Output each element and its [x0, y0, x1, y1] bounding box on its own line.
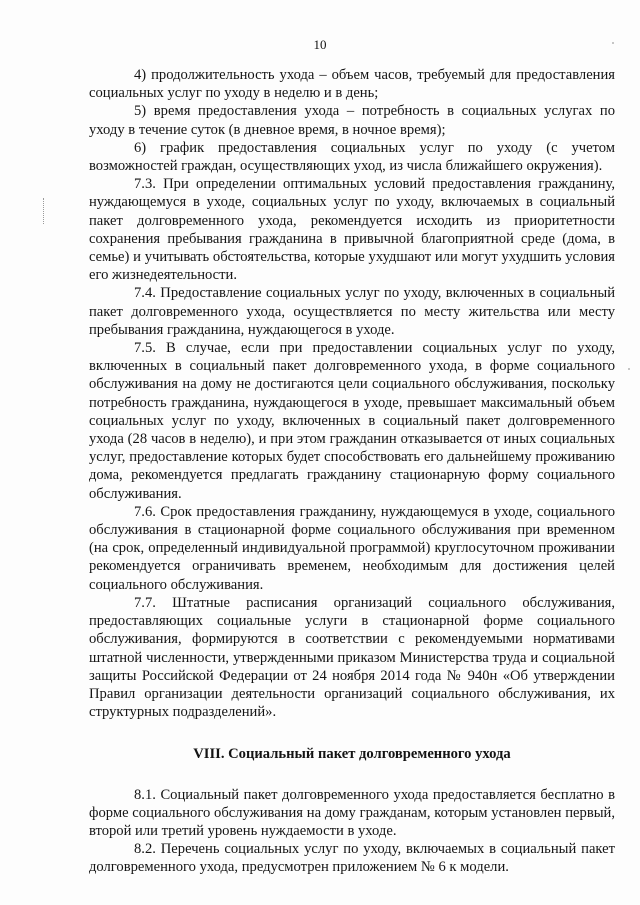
- paragraph-7-7: 7.7. Штатные расписания организаций социального обслуживания, предоставляющих социальные услуги в стационарной форме социального обслуживания, формируются в соответствии с рекомендуемыми нормативами штатной численности, утвержденными приказом Министерства труда и социальной защиты Российской Федерации от 24 ноября 2014 года № 940н «Об утверждении Правил организации деятельности организаций социального обслуживания, их структурных подразделений».: [89, 594, 615, 721]
- paragraph-7-4: 7.4. Предоставление социальных услуг по уходу, включенных в социальный пакет долговременного ухода, осуществляется по месту жительства или месту пребывания гражданина, нуждающегося в уходе.: [89, 285, 615, 338]
- paragraph-item-5: 5) время предоставления ухода – потребность в социальных услугах по уходу в течение суток (в дневное время, в ночное время);: [89, 103, 615, 138]
- paragraph-7-5: 7.5. В случае, если при предоставлении социальных услуг по уходу, включенных в социальный пакет долговременного ухода, в форме социального обслуживания на дому не достигаются цели социального обслуживания, поскольку потребность гражданина, нуждающегося в уходе, превышает максимальный объем социальных услуг по уходу, включенных в социальный пакет долговременного ухода (28 часов в неделю), и при этом гражданин отказывается от иных социальных услуг, предоставление которых будет способствовать его дальнейшему проживанию дома, рекомендуется предлагать гражданину стационарную форму социального обслуживания.: [89, 340, 615, 502]
- paragraph-8-2: 8.2. Перечень социальных услуг по уходу, включаемых в социальный пакет долговременного ухода, предусмотрен приложением № 6 к модели.: [89, 841, 615, 876]
- paragraph-8-1: 8.1. Социальный пакет долговременного ухода предоставляется бесплатно в форме социального обслуживания на дому гражданам, которым установлен первый, второй или третий уровень нуждаемости в уходе.: [89, 786, 615, 839]
- section-heading: VIII. Социальный пакет долговременного ухода: [193, 746, 511, 763]
- scan-artifact: [43, 198, 52, 224]
- page-number: 10: [313, 37, 327, 52]
- paragraph-7-3: 7.3. При определении оптимальных условий предоставления гражданину, нуждающемуся в уходе, социальных услуг по уходу, включаемых в социальный пакет долговременного ухода, рекомендуется исходить из приоритетности сохранения пребывания гражданина в привычной благоприятной среде (дома, в семье) и учитывать обстоятельства, которые ухудшают или могут ухудшить условия его жизнедеятельности.: [89, 176, 615, 284]
- paragraph-7-6: 7.6. Срок предоставления гражданину, нуждающемуся в уходе, социального обслуживания в стационарной форме социального обслуживания при временном (на срок, определенный индивидуальной программой) круглосуточном проживании рекомендуется ограничивать временем, необходимым для достижения целей социального обслуживания.: [89, 503, 615, 593]
- document-body: [89, 66, 615, 877]
- paragraph-item-4: 4) продолжительность ухода – объем часов, требуемый для предоставления социальных услуг по уходу в неделю и в день;: [89, 67, 615, 102]
- paragraph-item-6: 6) график предоставления социальных услуг по уходу (с учетом возможностей граждан, осуществляющих уход, из числа ближайшего окружения).: [89, 139, 615, 175]
- scan-artifact-dot: [612, 42, 614, 44]
- scan-artifact-dot: [628, 368, 630, 370]
